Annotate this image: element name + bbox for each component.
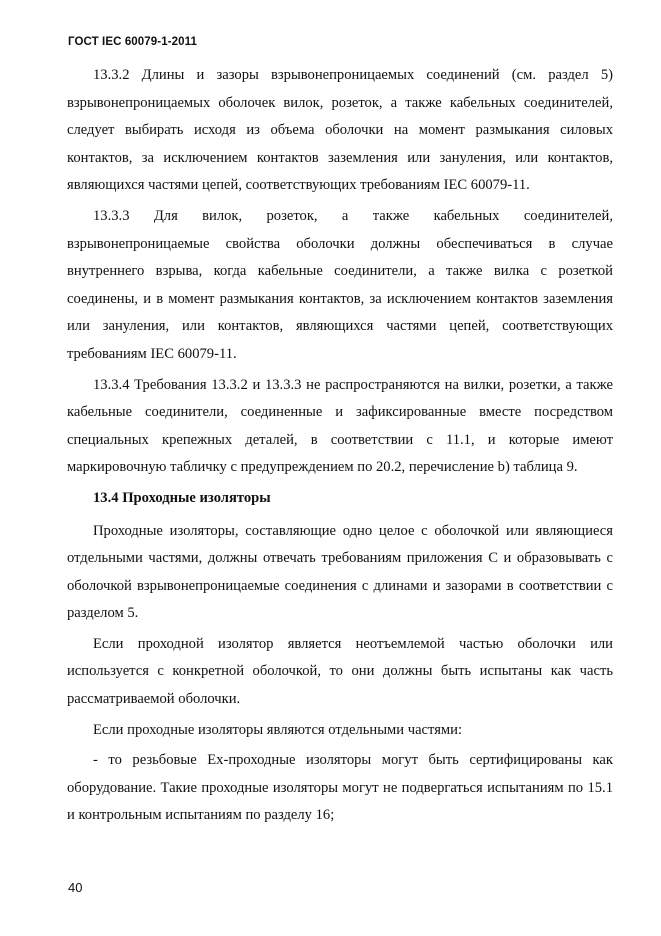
paragraph-13-3-3: 13.3.3 Для вилок, розеток, а также кабельных соединителей, взрывонепроницаемые свойства оболочки должны обеспечиваться в случае внутреннего взрыва, когда кабельные соединители, а также вилка с розеткой соединены, и в момент размыкания контактов, за исключением контактов заземления или зануления, или контактов, являющихся частями цепей, соответствующих требованиям IEC 60079-11. bbox=[67, 207, 613, 362]
section-heading-13-4: 13.4 Проходные изоляторы bbox=[93, 489, 271, 506]
paragraph-bushings-integral: Если проходной изолятор является неотъемлемой частью оболочки или используется с конкретной оболочкой, то они должны быть испытаны как часть рассматриваемой оболочки. bbox=[67, 635, 613, 708]
paragraph-13-3-2: 13.3.2 Длины и зазоры взрывонепроницаемых соединений (см. раздел 5) взрывонепроницаемых оболочек вилок, розеток, а также кабельных соединителей, следует выбирать исходя из объема оболочки на момент размыкания силовых контактов, за исключением контактов заземления или зануления, или контактов, являющихся частями цепей, соответствующих требованиям IEC 60079-11. bbox=[67, 67, 613, 194]
paragraph-bushings-requirements: Проходные изоляторы, составляющие одно целое с оболочкой или являющиеся отдельными частями, должны отвечать требованиям приложения С и образовывать с оболочкой взрывонепроницаемые соединения с длинами и зазорами в соответствии с разделом 5. bbox=[67, 522, 613, 622]
page-body bbox=[67, 62, 613, 833]
paragraph-13-3-4: 13.3.4 Требования 13.3.2 и 13.3.3 не распространяются на вилки, розетки, а также кабельные соединители, соединенные и зафиксированные вместе посредством специальных крепежных деталей, в соответствии с 11.1, и которые имеют маркировочную табличку с предупреждением по 20.2, перечисление b) таблица 9. bbox=[67, 376, 613, 476]
paragraph-bushings-separate: Если проходные изоляторы являются отдельными частями: bbox=[93, 721, 463, 738]
page-number: 40 bbox=[68, 880, 83, 895]
list-item-threaded-bushings: - то резьбовые Ех-проходные изоляторы могут быть сертифицированы как оборудование. Такие проходные изоляторы могут не подвергаться испытаниям по 15.1 и контрольным испытаниям по разделу 16; bbox=[67, 752, 613, 824]
document-header: ГОСТ IEC 60079-1-2011 bbox=[68, 36, 197, 48]
